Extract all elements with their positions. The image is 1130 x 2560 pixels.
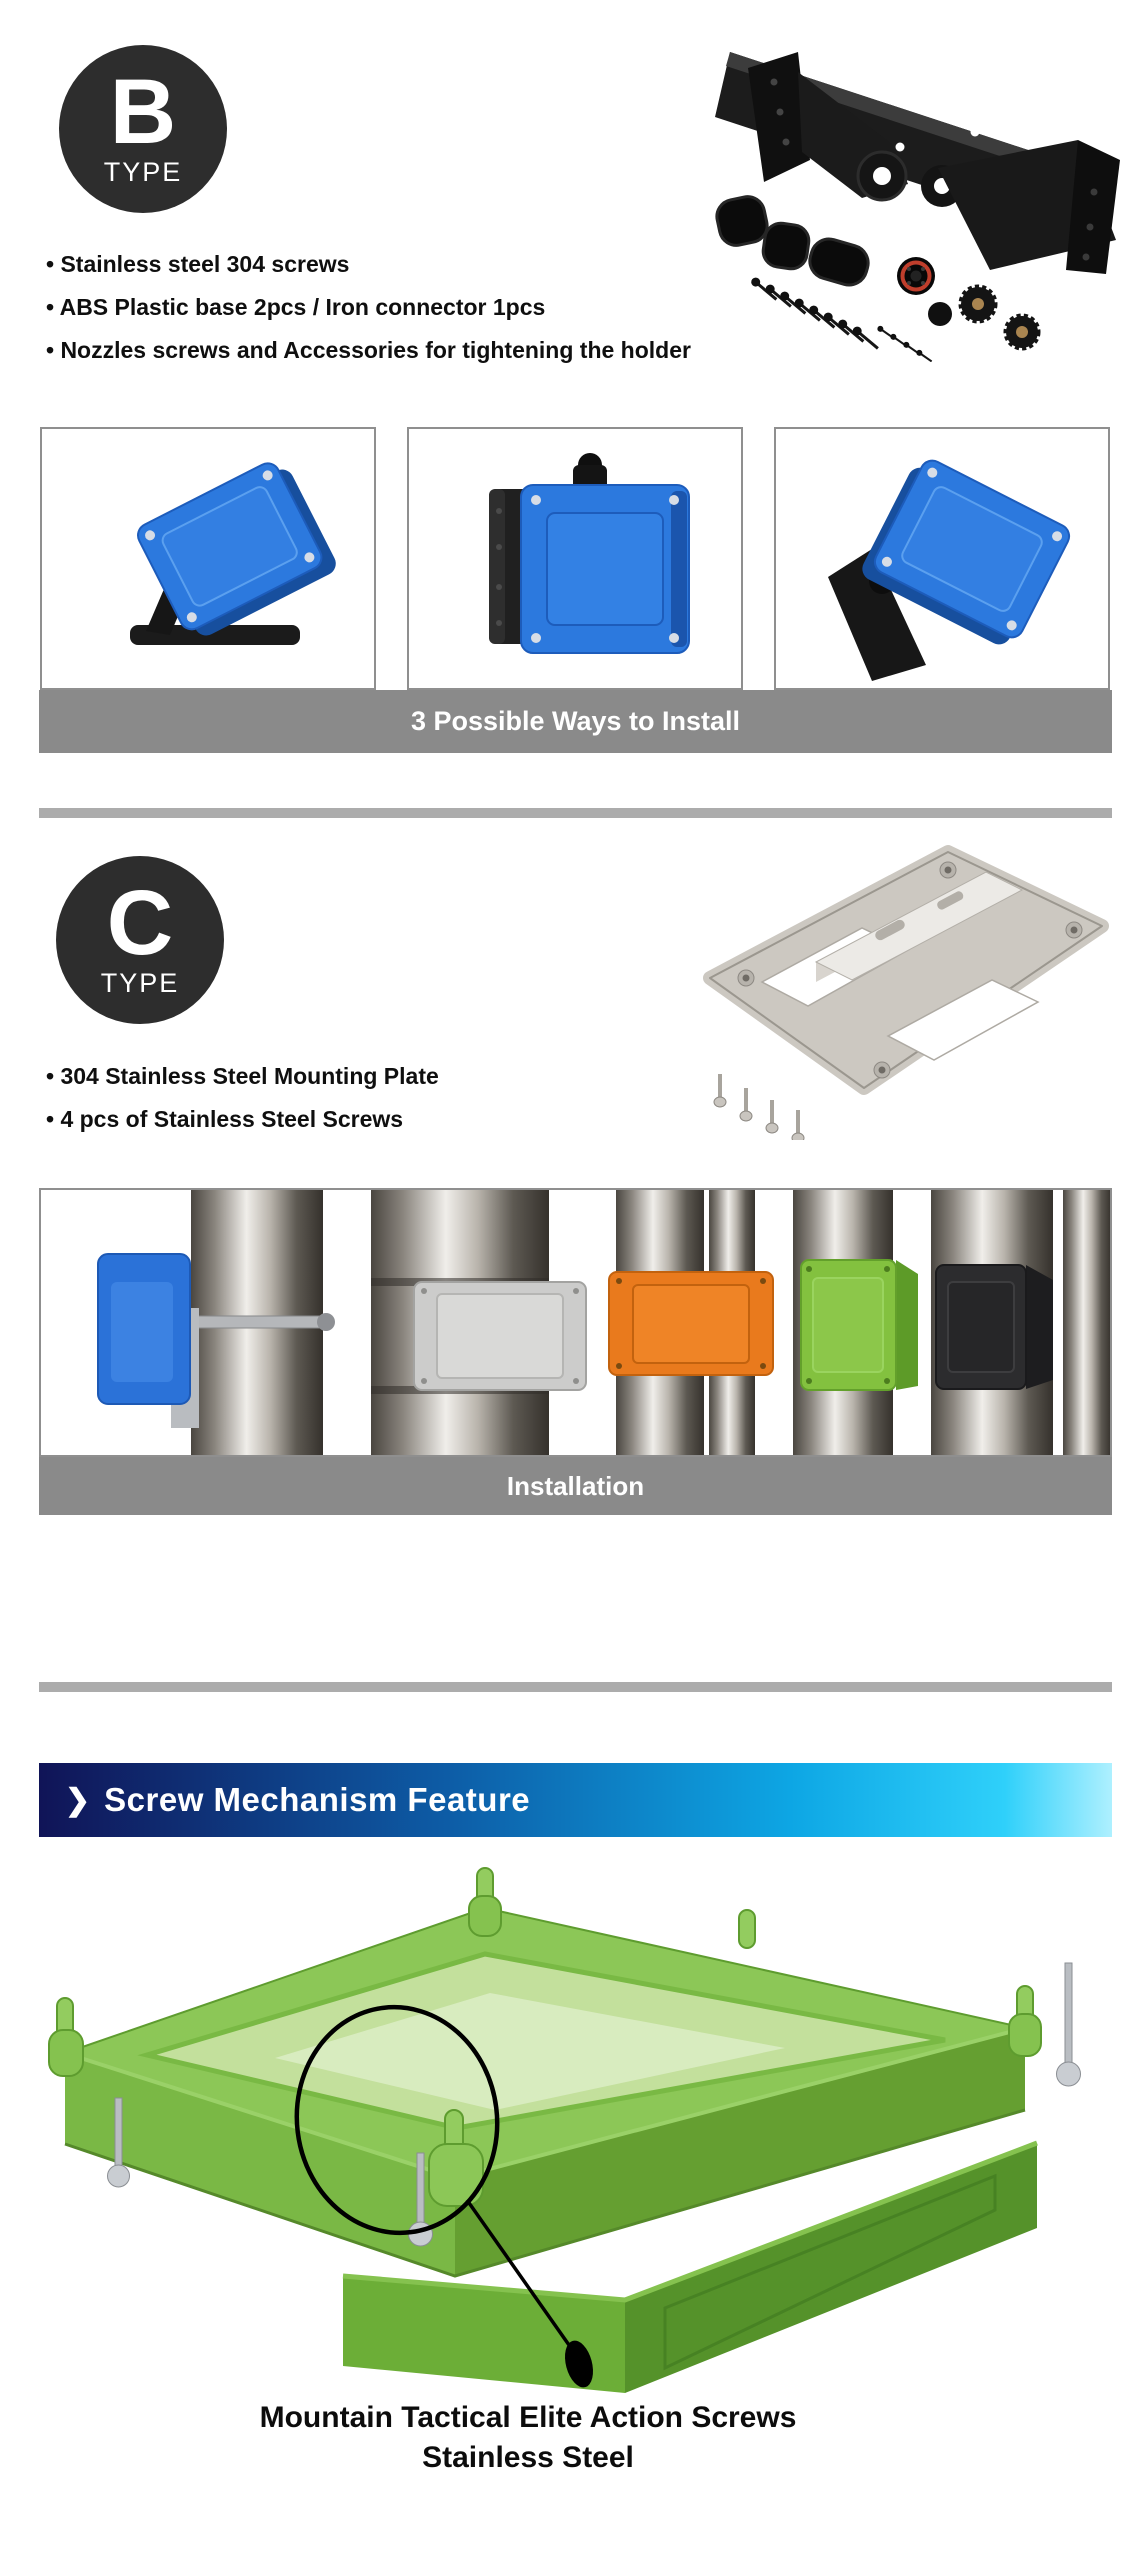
gray-enclosure [414,1282,586,1390]
type-c-letter: C [106,872,174,974]
type-c-feature-list [46,1055,439,1141]
installation-photo [39,1188,1112,1457]
screw-feature-banner [39,1763,1112,1837]
type-b-bullet-3: • Nozzles screws and Accessories for tightening the holder [46,337,691,363]
type-b-bullet-1: • Stainless steel 304 screws [46,251,350,277]
orange-enclosure [609,1272,773,1375]
section-divider [39,1682,1112,1692]
install-ways-caption: 3 Possible Ways to Install [39,690,1112,753]
chevron-right-icon: ❯ [65,1783,91,1817]
type-b-word: TYPE [103,157,183,187]
screw-feature-caption [0,2398,1056,2478]
mounting-plate-photo [650,830,1112,1140]
rubber-grommet-red-ring [897,257,935,295]
type-c-bullet-2: • 4 pcs of Stainless Steel Screws [46,1106,404,1132]
small-screws-row [749,276,880,352]
type-b-feature-list [46,243,691,372]
type-b-badge [59,45,227,213]
rubber-disc [928,302,952,326]
green-enclosure [801,1260,918,1390]
screw-feature-title: Screw Mechanism Feature [104,1781,531,1818]
type-c-badge [56,856,224,1024]
green-enclosure-screw-photo [25,1848,1105,2393]
plastic-knobs [714,194,873,290]
plate-screws [714,1074,804,1140]
black-enclosure [936,1265,1053,1389]
type-b-bullet-2: • ABS Plastic base 2pcs / Iron connector 1pcs [46,294,546,320]
install-option-1-photo [40,427,376,690]
type-b-letter: B [109,61,177,163]
type-c-bullet-1: • 304 Stainless Steel Mounting Plate [46,1063,439,1089]
screw-caption-line-1: Mountain Tactical Elite Action Screws [259,2401,797,2434]
type-c-word: TYPE [100,968,180,998]
installation-caption: Installation [39,1457,1112,1515]
gear-foot-2 [1006,316,1038,348]
install-option-2-photo [407,427,743,690]
section-divider [39,808,1112,818]
screw-caption-line-2: Stainless Steel [422,2441,634,2474]
gear-foot-1 [961,287,995,321]
install-option-3-photo [774,427,1110,690]
tiny-screws-row [876,325,933,362]
